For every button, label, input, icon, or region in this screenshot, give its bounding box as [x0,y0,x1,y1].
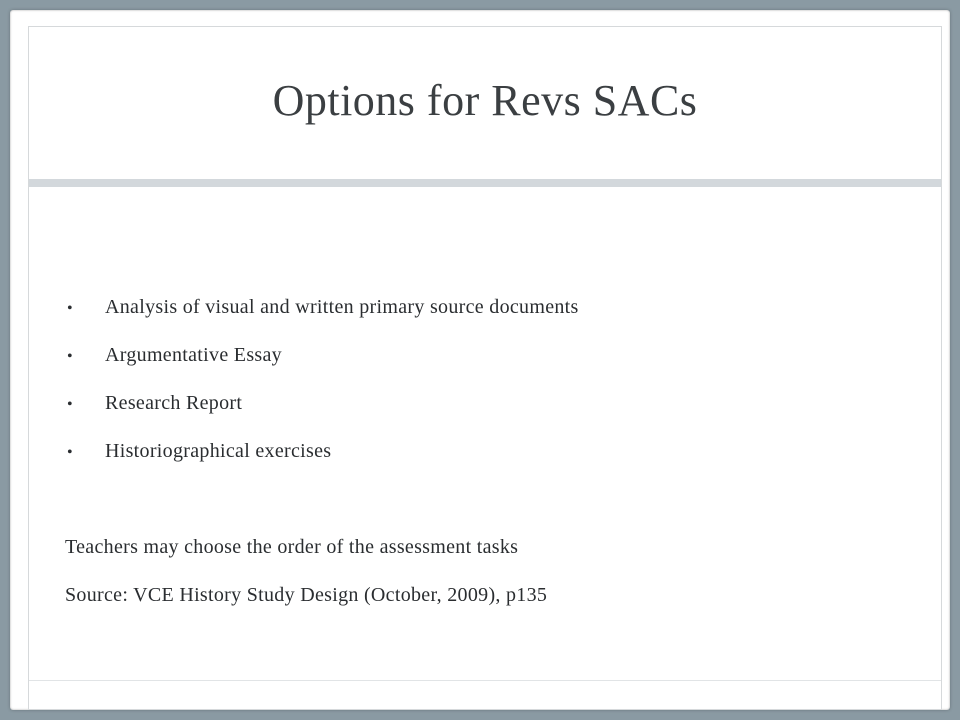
bullet-marker: • [67,444,73,461]
title-divider [29,179,941,187]
bullet-marker: • [67,348,73,365]
title-area [29,27,941,179]
bullet-text: Historiographical exercises [105,440,332,462]
slide [28,26,942,710]
bullet-item [65,379,925,427]
slide-title: Options for Revs SACs [272,75,698,125]
bullet-item [65,427,925,475]
bullet-marker: • [67,396,73,413]
bullet-text: Research Report [105,392,243,414]
bullet-text: Analysis of visual and written primary source documents [105,296,579,318]
slide-content [65,283,925,619]
spacer [65,475,925,523]
source-citation: Source: VCE History Study Design (October, 2009), p135 [65,584,548,606]
bullet-item [65,331,925,379]
bullet-text: Argumentative Essay [105,344,282,366]
bullet-marker: • [67,300,73,317]
assessment-order-note: Teachers may choose the order of the assessment tasks [65,536,519,558]
slide-frame [10,10,950,710]
footer-divider [29,680,941,681]
bullet-item [65,283,925,331]
bullet-list [65,283,925,475]
